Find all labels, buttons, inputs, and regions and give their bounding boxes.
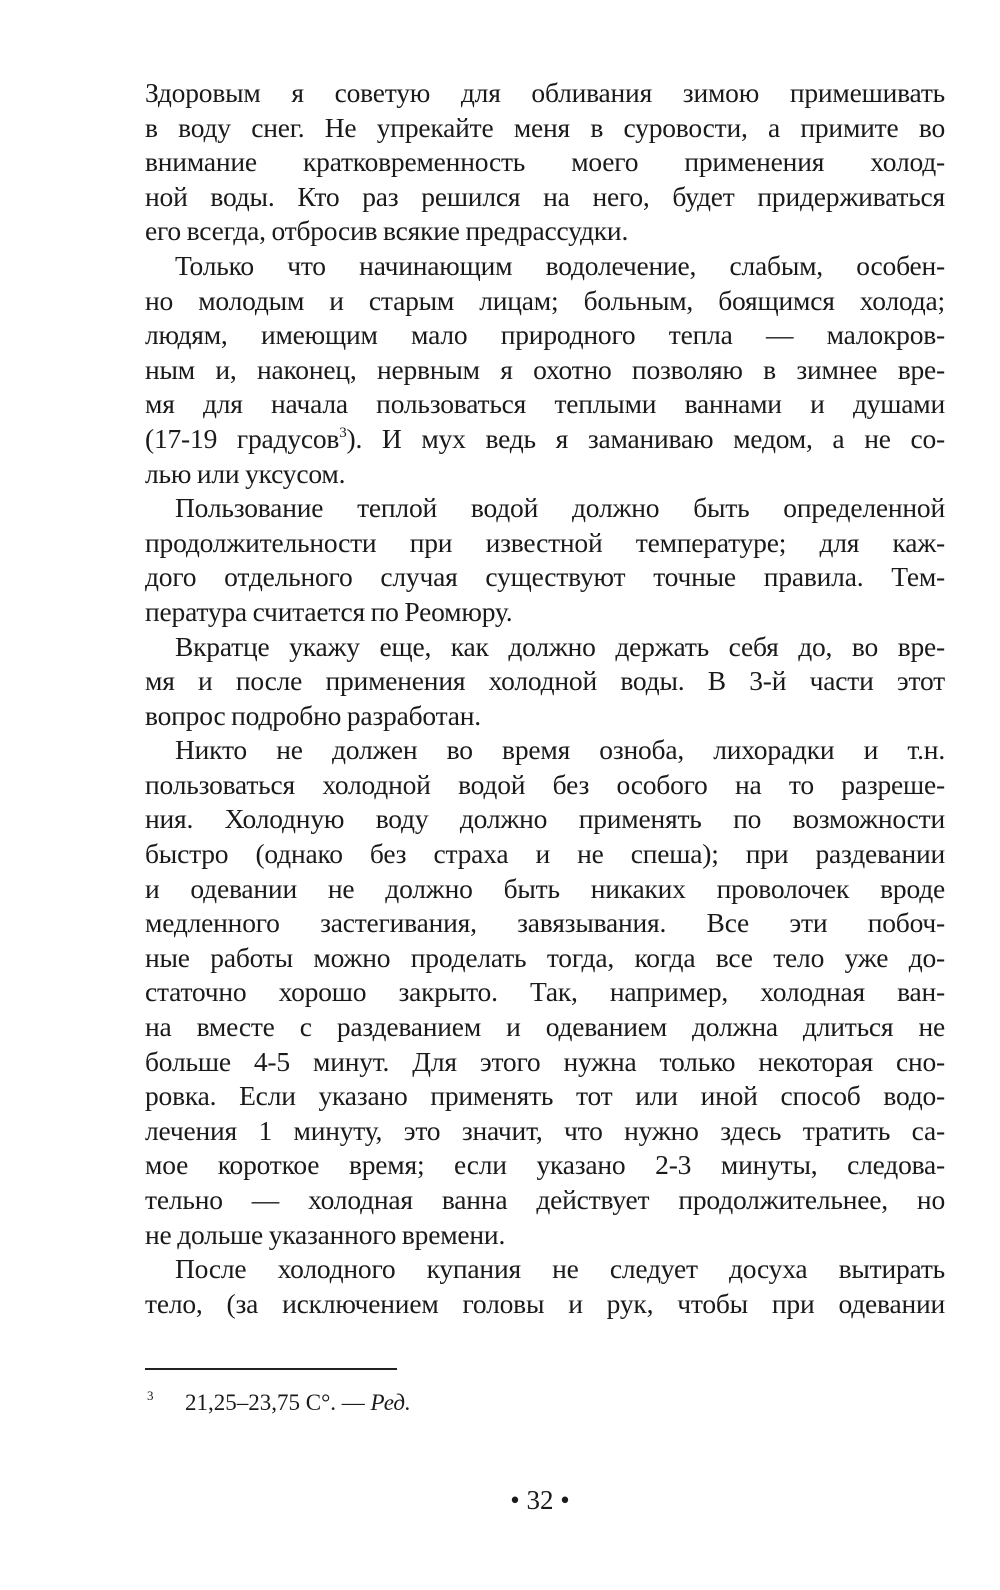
text-line: ной воды. Кто раз решился на него, будет придерживаться	[145, 180, 945, 212]
text-line: мя для начала пользоваться теплыми ваннами и душами	[145, 388, 945, 420]
text-line: Пользование теплой водой должно быть определенной	[175, 492, 945, 524]
text-line: но молодым и старым лицам; больным, боящимся холода;	[145, 284, 945, 316]
footnote-reference: 3	[339, 424, 347, 441]
text-line: мя и после применения холодной воды. В 3-й части этот	[145, 665, 945, 697]
footnote-text	[185, 1390, 411, 1416]
footnote-mark: 3	[147, 1388, 154, 1403]
paragraph	[145, 1252, 945, 1321]
text-line: лечения 1 минуту, это значит, что нужно здесь тратить са-	[145, 1114, 945, 1146]
paragraph	[145, 76, 945, 249]
text-line: Вкратце укажу еще, как должно держать себя до, во вре-	[175, 630, 945, 662]
text-line: статочно хорошо закрыто. Так, например, холодная ван-	[145, 976, 945, 1008]
text-segment: (17-19 градусов	[145, 422, 340, 454]
body-text	[145, 76, 945, 1321]
text-line: После холодного купания не следует досуха вытирать	[175, 1253, 945, 1285]
text-line: на вместе с раздеванием и одеванием должна длиться не	[145, 1011, 945, 1043]
text-line: людям, имеющим мало природного тепла — малокров-	[145, 319, 945, 351]
text-line: пользоваться холодной водой без особого на то разреше-	[145, 768, 945, 800]
text-line: вопрос подробно разработан.	[145, 699, 481, 731]
page-number: • 32 •	[510, 1485, 570, 1515]
paragraph	[145, 630, 945, 734]
footnote-value: 21,25–23,75 С°. —	[185, 1390, 371, 1415]
text-line: ные работы можно проделать тогда, когда все тело уже до-	[145, 941, 945, 973]
text-line: мое короткое время; если указано 2-3 минуты, следова-	[145, 1149, 945, 1181]
text-line: и одевании не должно быть никаких проволочек вроде	[145, 872, 945, 904]
text-line: тело, (за исключением головы и рук, чтобы при одевании	[145, 1287, 945, 1319]
text-line: не дольше указанного времени.	[145, 1218, 506, 1250]
footnote-divider	[145, 1368, 397, 1370]
text-line: лью или уксусом.	[145, 457, 346, 489]
text-line: в воду снег. Не упрекайте меня в суровости, а примите во	[145, 111, 945, 143]
text-line: больше 4-5 минут. Для этого нужна только некоторая сно-	[145, 1045, 945, 1077]
text-line: ровка. Если указано применять тот или иной способ водо-	[145, 1080, 945, 1112]
text-line: ным и, наконец, нервным я охотно позволяю в зимнее вре-	[145, 353, 945, 385]
text-segment: ). И мух ведь я заманиваю медом, а не со-	[346, 422, 945, 454]
text-line: пература считается по Реомюру.	[145, 595, 513, 627]
text-line: Только что начинающим водолечение, слабым, особен-	[175, 249, 945, 281]
paragraph	[145, 491, 945, 629]
text-line: быстро (однако без страха и не спеша); при раздевании	[145, 838, 945, 870]
text-line: тельно — холодная ванна действует продолжительнее, но	[145, 1184, 945, 1215]
text-line: ния. Холодную воду должно применять по возможности	[145, 803, 945, 835]
text-line: внимание кратковременность моего применения холод-	[145, 146, 945, 178]
text-line: Никто не должен во время озноба, лихорадки и т.н.	[175, 734, 945, 766]
text-line	[145, 422, 945, 457]
footnote-editor: Ред.	[370, 1390, 411, 1415]
text-line: продолжительности при известной температуре; для каж-	[145, 526, 945, 558]
text-line: его всегда, отбросив всякие предрассудки.	[145, 215, 629, 247]
text-line: Здоровым я советую для обливания зимою примешивать	[145, 77, 945, 108]
text-line: медленного застегивания, завязывания. Все эти побоч-	[145, 907, 945, 939]
text-line: дого отдельного случая существуют точные правила. Тем-	[145, 561, 945, 593]
paragraph	[145, 733, 945, 1252]
paragraph	[145, 249, 945, 491]
